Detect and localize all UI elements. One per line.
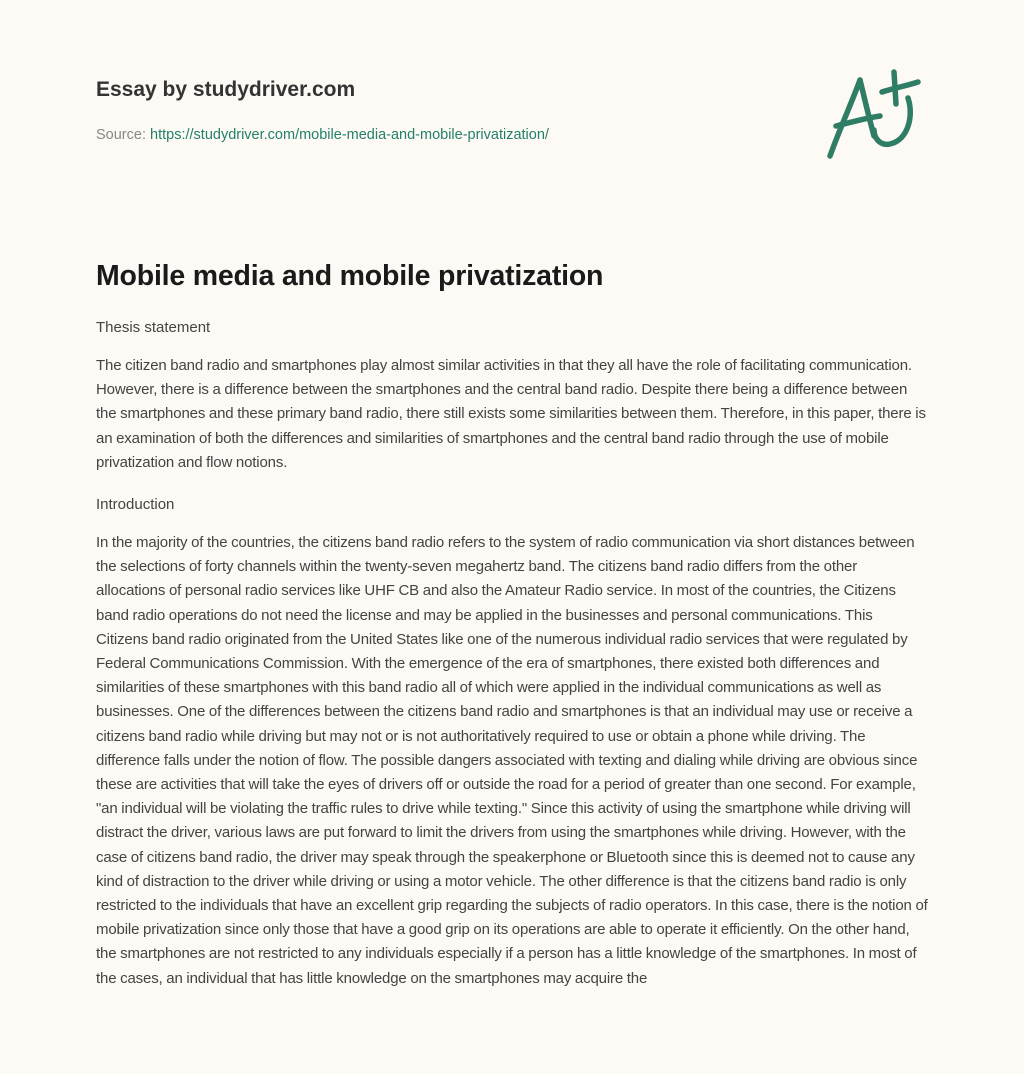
a-plus-grade-icon xyxy=(822,66,926,166)
section-heading-thesis: Thesis statement xyxy=(96,319,211,336)
page-title: Mobile media and mobile privatization xyxy=(96,260,604,292)
source-line xyxy=(96,125,796,145)
section-heading-introduction: Introduction xyxy=(96,496,175,514)
paragraph-introduction: In the majority of the countries, the citizens band radio refers to the system of radio communication via short distances between the selections of forty channels within the twenty-seven megahertz band. The citizens band radio differs from the other allocations of personal radio services like UHF CB and also the Amateur Radio service. In most of the countries, the Citizens band radio operations do not need the license and may be applied in the businesses and personal communications. This Citizens band radio originated from the United States like one of the numerous individual radio services that were regulated by Federal Communications Commission. With the emergence of the era of smartphones, there existed both differences and similarities of these smartphones with this band radio all of which were applied in the individual communications as well as businesses. One of the differences between the citizens band radio and smartphones is that an individual may use or receive a citizens band radio while driving but may not or is not authoritatively required to use or obtain a phone while driving. The difference falls under the notion of flow. The possible dangers associated with texting and dialing while driving are obvious since these are activities that will take the eyes of drivers off or outside the road for a period of greater than one second. For example, "an individual will be violating the traffic rules to drive while texting." Since this activity of using the smartphone while driving will distract the driver, various laws are put forward to limit the drivers from using the smartphones while driving. However, with the case of citizens band radio, the driver may speak through the speakerphone or Bluetooth since this is deemed not to cause any kind of distraction to the driver while driving or using a motor vehicle. The other difference is that the citizens band radio is only restricted to the individuals that have an excellent grip regarding the subjects of radio operators. In this case, there is the notion of mobile privatization since only those that have a good grip on its operations are able to operate it efficiently. On the other hand, the smartphones are not restricted to any individuals especially if a person has a little knowledge of the smartphones. In most of the cases, an individual that has little knowledge on the smartphones may acquire the xyxy=(96,534,928,987)
source-link[interactable]: https://studydriver.com/mobile-media-and-mobile-privatization/ xyxy=(150,127,549,143)
essay-header xyxy=(96,76,796,145)
essay-content xyxy=(96,254,928,991)
source-label: Source: xyxy=(96,127,146,143)
paragraph-thesis: The citizen band radio and smartphones play almost similar activities in that they all have the role of facilitating communication. However, there is a difference between the smartphones and the central band radio. Despite there being a difference between the smartphones and these primary band radio, there still exists some similarities between them. Therefore, in this paper, there is an examination of both the differences and similarities of smartphones and the central band radio through the use of mobile privatization and flow notions. xyxy=(96,357,926,471)
site-title: Essay by studydriver.com xyxy=(96,78,356,101)
